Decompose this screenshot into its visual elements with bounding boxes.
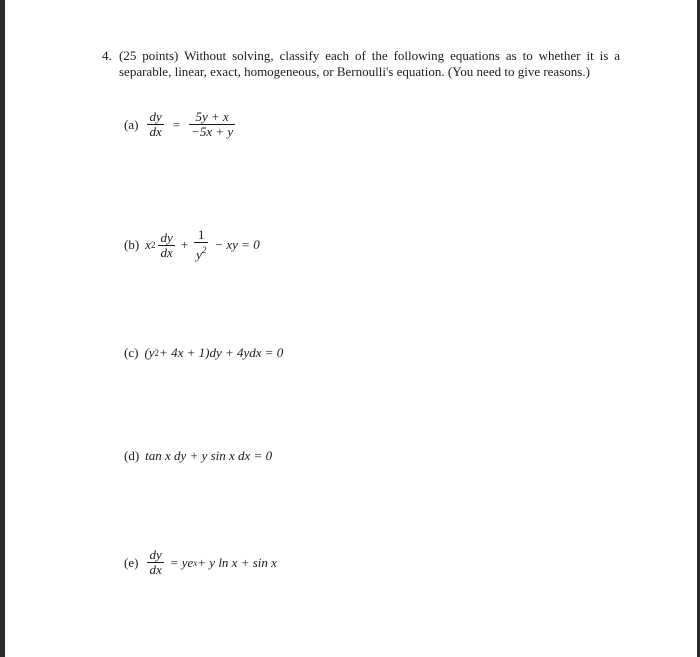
part-c-label: (c) bbox=[124, 345, 139, 360]
part-b-tail: − xy = 0 bbox=[214, 237, 260, 252]
problem-number: 4. bbox=[102, 48, 112, 63]
part-a-rhs-fraction bbox=[189, 110, 235, 139]
part-b-derivative-denominator: dx bbox=[160, 244, 173, 260]
part-a-lhs-fraction bbox=[147, 110, 163, 139]
part-a-equals: = bbox=[172, 116, 181, 132]
part-b-derivative-numerator: dy bbox=[160, 229, 173, 245]
part-e bbox=[124, 548, 277, 577]
part-e-rhs-start: = ye bbox=[169, 554, 194, 570]
part-a-rhs-denominator: −5x + y bbox=[191, 124, 234, 139]
part-b-fraction bbox=[194, 228, 208, 262]
part-c bbox=[124, 345, 283, 361]
part-b-fraction-denominator: $y^2$ bbox=[194, 242, 208, 262]
part-a-rhs-numerator: 5y + x bbox=[195, 109, 229, 124]
part-d bbox=[124, 448, 272, 464]
part-e-rhs-rest: + y ln x + sin x bbox=[197, 554, 277, 570]
part-d-label: (d) bbox=[124, 448, 140, 463]
part-c-y: (y bbox=[144, 345, 155, 360]
part-b-fraction-numerator: 1 bbox=[197, 227, 205, 242]
part-e-lhs-fraction bbox=[147, 548, 163, 577]
part-b-x: x bbox=[145, 237, 151, 252]
problem-statement bbox=[102, 48, 620, 80]
page-edge-left bbox=[0, 0, 5, 657]
part-a-lhs-denominator: dx bbox=[149, 124, 162, 139]
part-a-lhs-numerator: dy bbox=[149, 109, 162, 124]
part-b-plus: + bbox=[180, 237, 189, 252]
part-e-lhs-denominator: dx bbox=[149, 562, 162, 577]
part-d-expression: tan x dy + y sin x dx = 0 bbox=[145, 448, 273, 463]
part-a bbox=[124, 110, 238, 139]
part-e-exponent: x bbox=[193, 557, 198, 568]
part-b-derivative bbox=[158, 231, 174, 260]
part-b bbox=[124, 228, 260, 262]
part-a-label: (a) bbox=[124, 116, 139, 132]
part-e-lhs-numerator: dy bbox=[149, 547, 162, 562]
part-b-label: (b) bbox=[124, 237, 140, 252]
problem-text: (25 points) Without solving, classify each of the following equations as to whether it is a separable, linear, exact, homogeneous, or Bernoulli's equation. (You need to give reasons.) bbox=[119, 48, 620, 79]
part-c-y-power: 2 bbox=[154, 348, 160, 358]
part-e-label: (e) bbox=[124, 554, 139, 570]
part-b-x-power: 2 bbox=[150, 240, 156, 250]
part-c-rest: + 4x + 1)dy + 4ydx = 0 bbox=[159, 345, 284, 360]
